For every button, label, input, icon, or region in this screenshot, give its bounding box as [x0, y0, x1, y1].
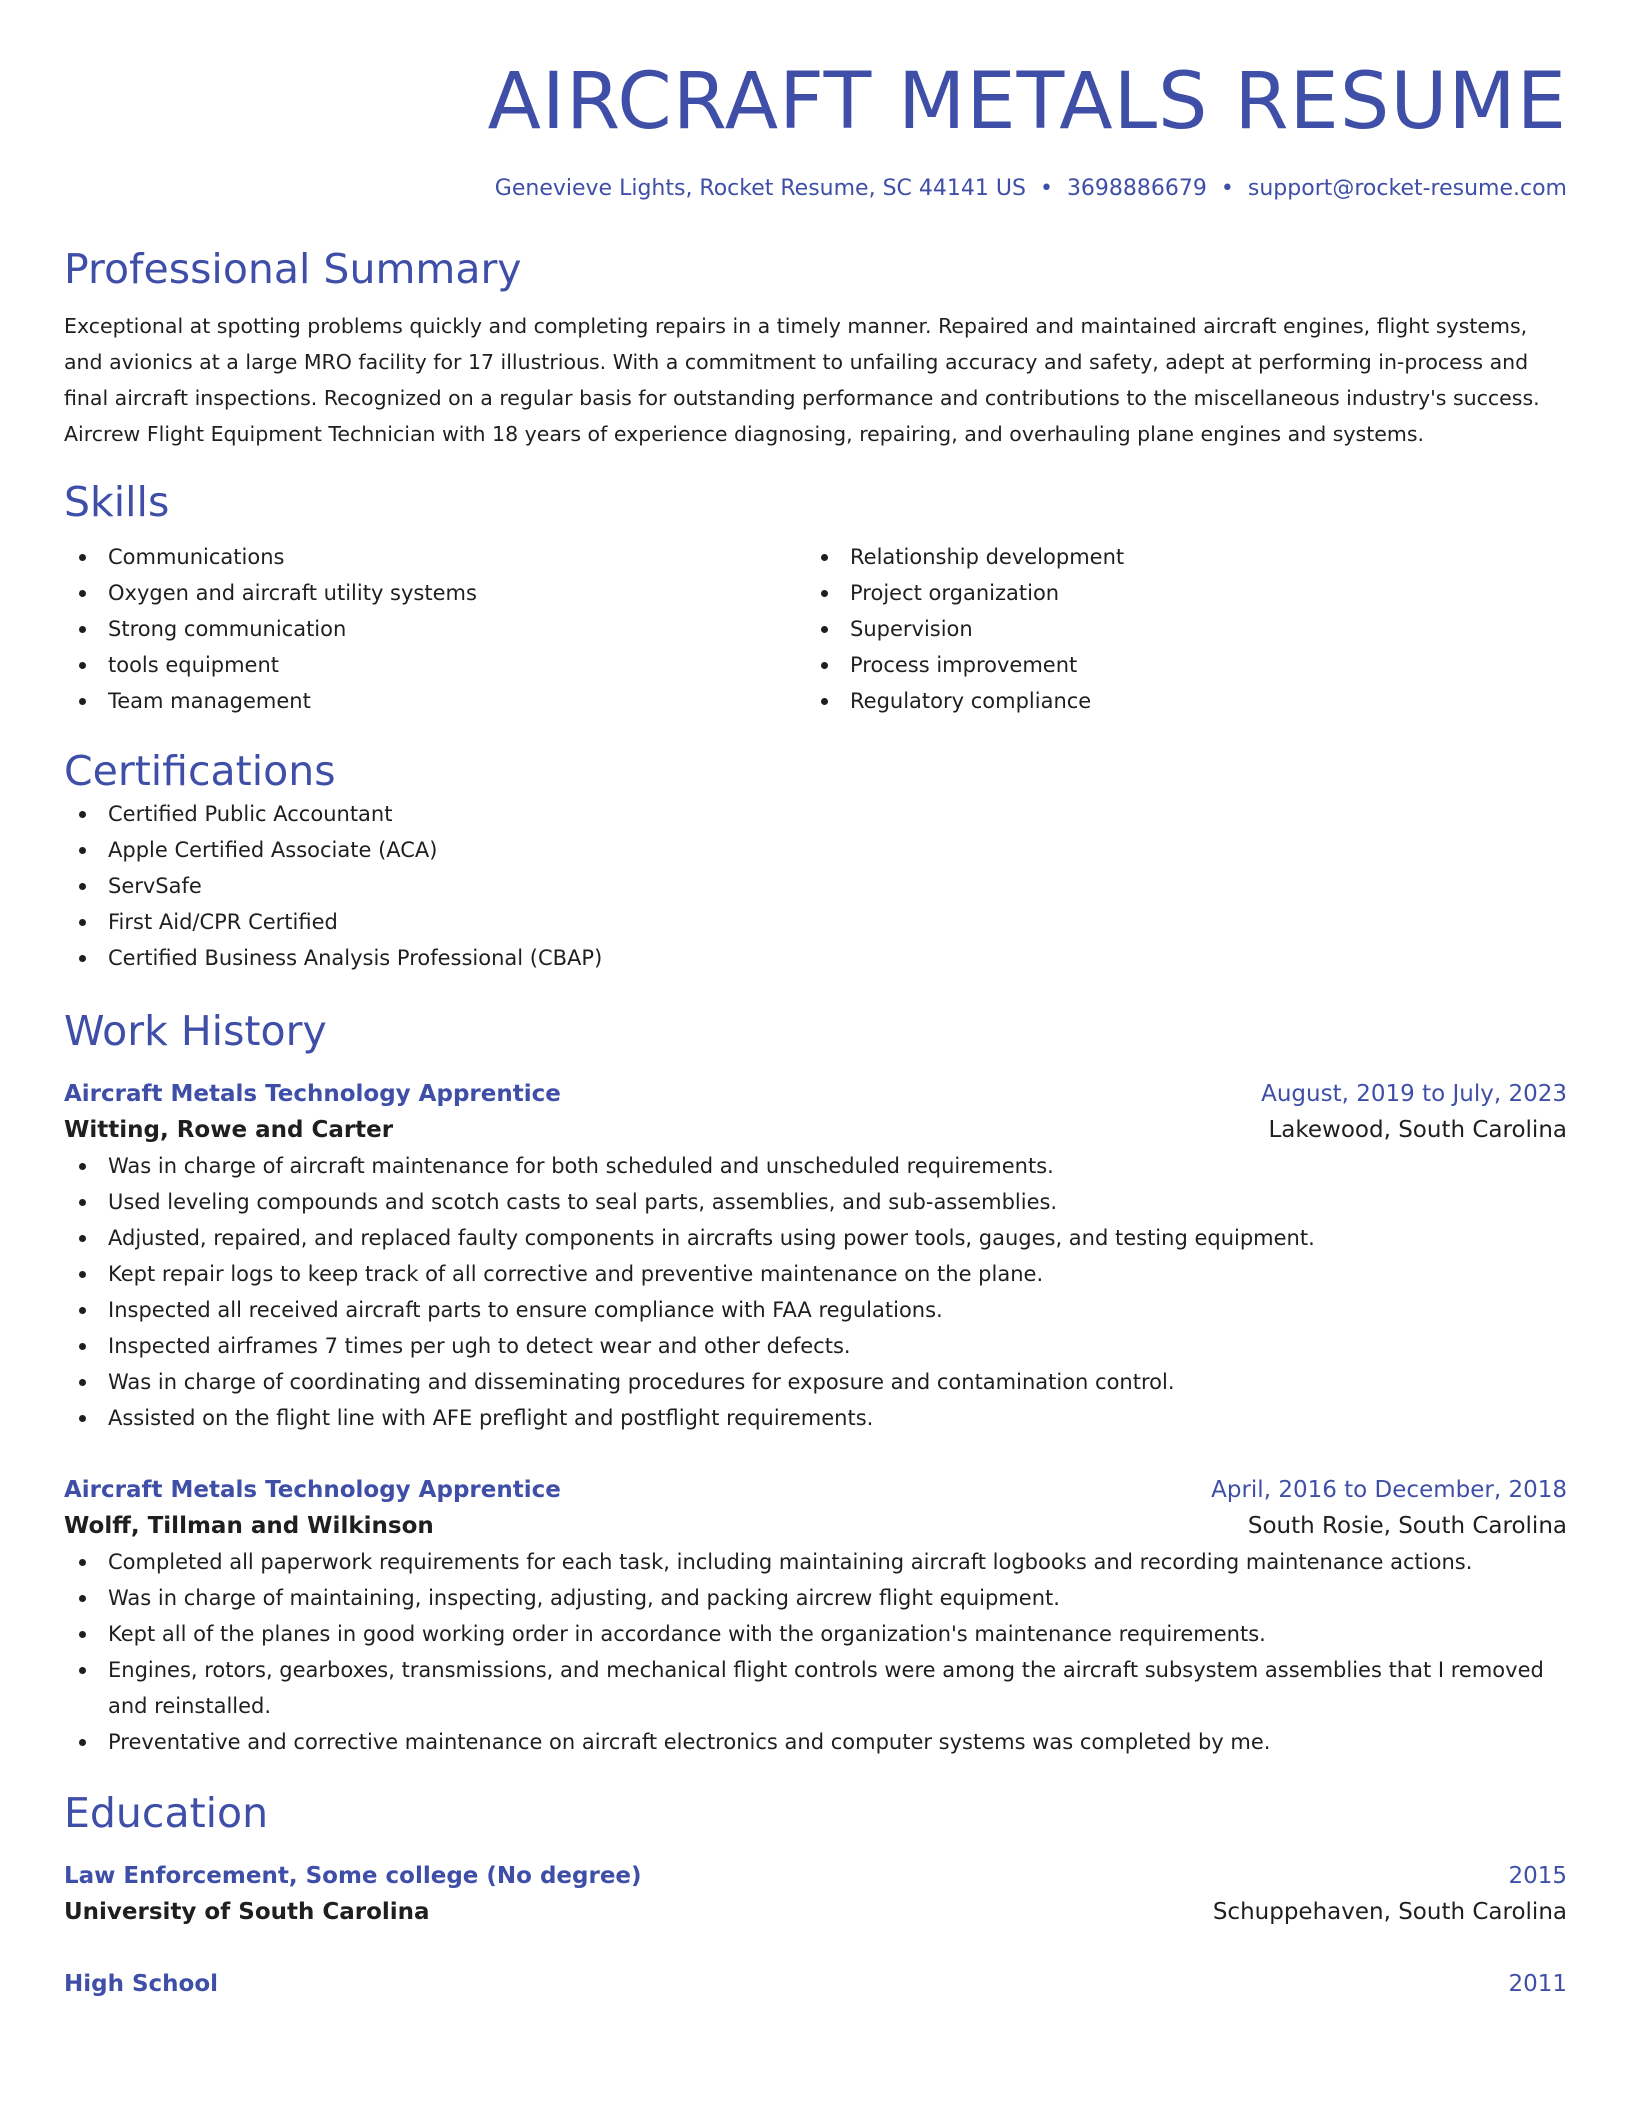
education-degree-row [64, 1966, 1567, 2002]
job-duty: Inspected all received aircraft parts to ensure compliance with FAA regulations. [64, 1292, 1567, 1328]
job-duty: Was in charge of coordinating and disseminating procedures for exposure and contamination control. [64, 1364, 1567, 1400]
job-duty: Engines, rotors, gearboxes, transmissions, and mechanical flight controls were among the aircraft subsystem assemblies that I removed and reinstalled. [64, 1652, 1567, 1724]
job-title-row [64, 1076, 1567, 1112]
skills-list-right [806, 539, 1548, 719]
education-entry [64, 1858, 1567, 1930]
job-location: Lakewood, South Carolina [1268, 1117, 1567, 1143]
summary-text: Exceptional at spotting problems quickly and completing repairs in a timely manner. Repaired and maintained aircraft engines, flight systems, and avionics at a large MRO facility for 17 illustrious. With a commitment to unfailing accuracy and safety, adept at performing in-process and final aircraft inspections. Recognized on a regular basis for outstanding performance and contributions to the miscellaneous industry's success. Aircrew Flight Equipment Technician with 18 years of experience diagnosing, repairing, and overhauling plane engines and systems. [64, 314, 1540, 446]
skills-heading: Skills [64, 478, 170, 526]
certification-item: Apple Certified Associate (ACA) [64, 832, 1567, 868]
contact-address: Genevieve Lights, Rocket Resume, SC 44141 US [494, 176, 1026, 201]
skill-item: Process improvement [806, 647, 1548, 683]
job-title: Aircraft Metals Technology Apprentice [64, 1081, 561, 1107]
skills-grid [64, 539, 1567, 719]
skill-item: Regulatory compliance [806, 683, 1548, 719]
job-title: Aircraft Metals Technology Apprentice [64, 1477, 561, 1503]
contact-separator: • [1220, 176, 1234, 201]
contact-phone[interactable]: 3698886679 [1066, 176, 1207, 201]
education-location: Schuppehaven, South Carolina [1212, 1899, 1567, 1925]
job-duty: Inspected airframes 7 times per ugh to detect wear and other defects. [64, 1328, 1567, 1364]
education-degree: Law Enforcement, Some college (No degree) [64, 1863, 642, 1889]
certification-item: First Aid/CPR Certified [64, 904, 1567, 940]
certifications-list [64, 796, 1567, 976]
contact-email[interactable]: support@rocket-resume.com [1247, 176, 1567, 201]
job-company: Wolff, Tillman and Wilkinson [64, 1513, 434, 1539]
skill-item: Oxygen and aircraft utility systems [64, 575, 806, 611]
certifications-heading: Certifications [64, 747, 336, 795]
job-duty: Was in charge of maintaining, inspecting, adjusting, and packing aircrew flight equipment. [64, 1580, 1567, 1616]
summary-heading: Professional Summary [64, 245, 522, 293]
job-company-row [64, 1112, 1567, 1148]
certification-item: ServSafe [64, 868, 1567, 904]
education-degree-row [64, 1858, 1567, 1894]
certification-item: Certified Public Accountant [64, 796, 1567, 832]
education-year: 2015 [1508, 1863, 1567, 1889]
skills-list-left [64, 539, 806, 719]
skill-item: tools equipment [64, 647, 806, 683]
job-duty: Preventative and corrective maintenance on aircraft electronics and computer systems was completed by me. [64, 1724, 1567, 1760]
job-duties-list [64, 1148, 1567, 1436]
resume-header [64, 0, 1567, 204]
skill-item: Project organization [806, 575, 1548, 611]
skills-column-right [806, 539, 1548, 719]
work-history-heading: Work History [64, 1007, 327, 1055]
job-duty: Kept all of the planes in good working order in accordance with the organization's maintenance requirements. [64, 1616, 1567, 1652]
contact-separator: • [1039, 176, 1053, 201]
job-dates: August, 2019 to July, 2023 [1261, 1081, 1567, 1107]
job-duties-list [64, 1544, 1567, 1760]
job-duty: Kept repair logs to keep track of all corrective and preventive maintenance on the plane. [64, 1256, 1567, 1292]
education-year: 2011 [1508, 1971, 1567, 1997]
job-duty: Was in charge of aircraft maintenance for both scheduled and unscheduled requirements. [64, 1148, 1567, 1184]
skill-item: Relationship development [806, 539, 1548, 575]
education-school: University of South Carolina [64, 1899, 430, 1925]
job-location: South Rosie, South Carolina [1247, 1513, 1567, 1539]
resume-page [64, 0, 1567, 2002]
job-dates: April, 2016 to December, 2018 [1211, 1477, 1567, 1503]
job-entry [64, 1472, 1567, 1760]
skill-item: Communications [64, 539, 806, 575]
skill-item: Team management [64, 683, 806, 719]
education-school-row [64, 1894, 1567, 1930]
skill-item: Supervision [806, 611, 1548, 647]
education-heading: Education [64, 1789, 269, 1837]
job-company-row [64, 1508, 1567, 1544]
skills-column-left [64, 539, 806, 719]
education-entry [64, 1966, 1567, 2002]
job-title-row [64, 1472, 1567, 1508]
job-company: Witting, Rowe and Carter [64, 1117, 394, 1143]
job-entry [64, 1076, 1567, 1436]
certification-item: Certified Business Analysis Professional (CBAP) [64, 940, 1567, 976]
education-degree: High School [64, 1971, 219, 1997]
resume-title: AIRCRAFT METALS RESUME [487, 57, 1567, 147]
skill-item: Strong communication [64, 611, 806, 647]
job-duty: Completed all paperwork requirements for each task, including maintaining aircraft logbooks and recording maintenance actions. [64, 1544, 1567, 1580]
job-duty: Adjusted, repaired, and replaced faulty components in aircrafts using power tools, gauges, and testing equipment. [64, 1220, 1567, 1256]
contact-line [64, 174, 1567, 204]
job-duty: Assisted on the flight line with AFE preflight and postflight requirements. [64, 1400, 1567, 1436]
job-duty: Used leveling compounds and scotch casts to seal parts, assemblies, and sub-assemblies. [64, 1184, 1567, 1220]
